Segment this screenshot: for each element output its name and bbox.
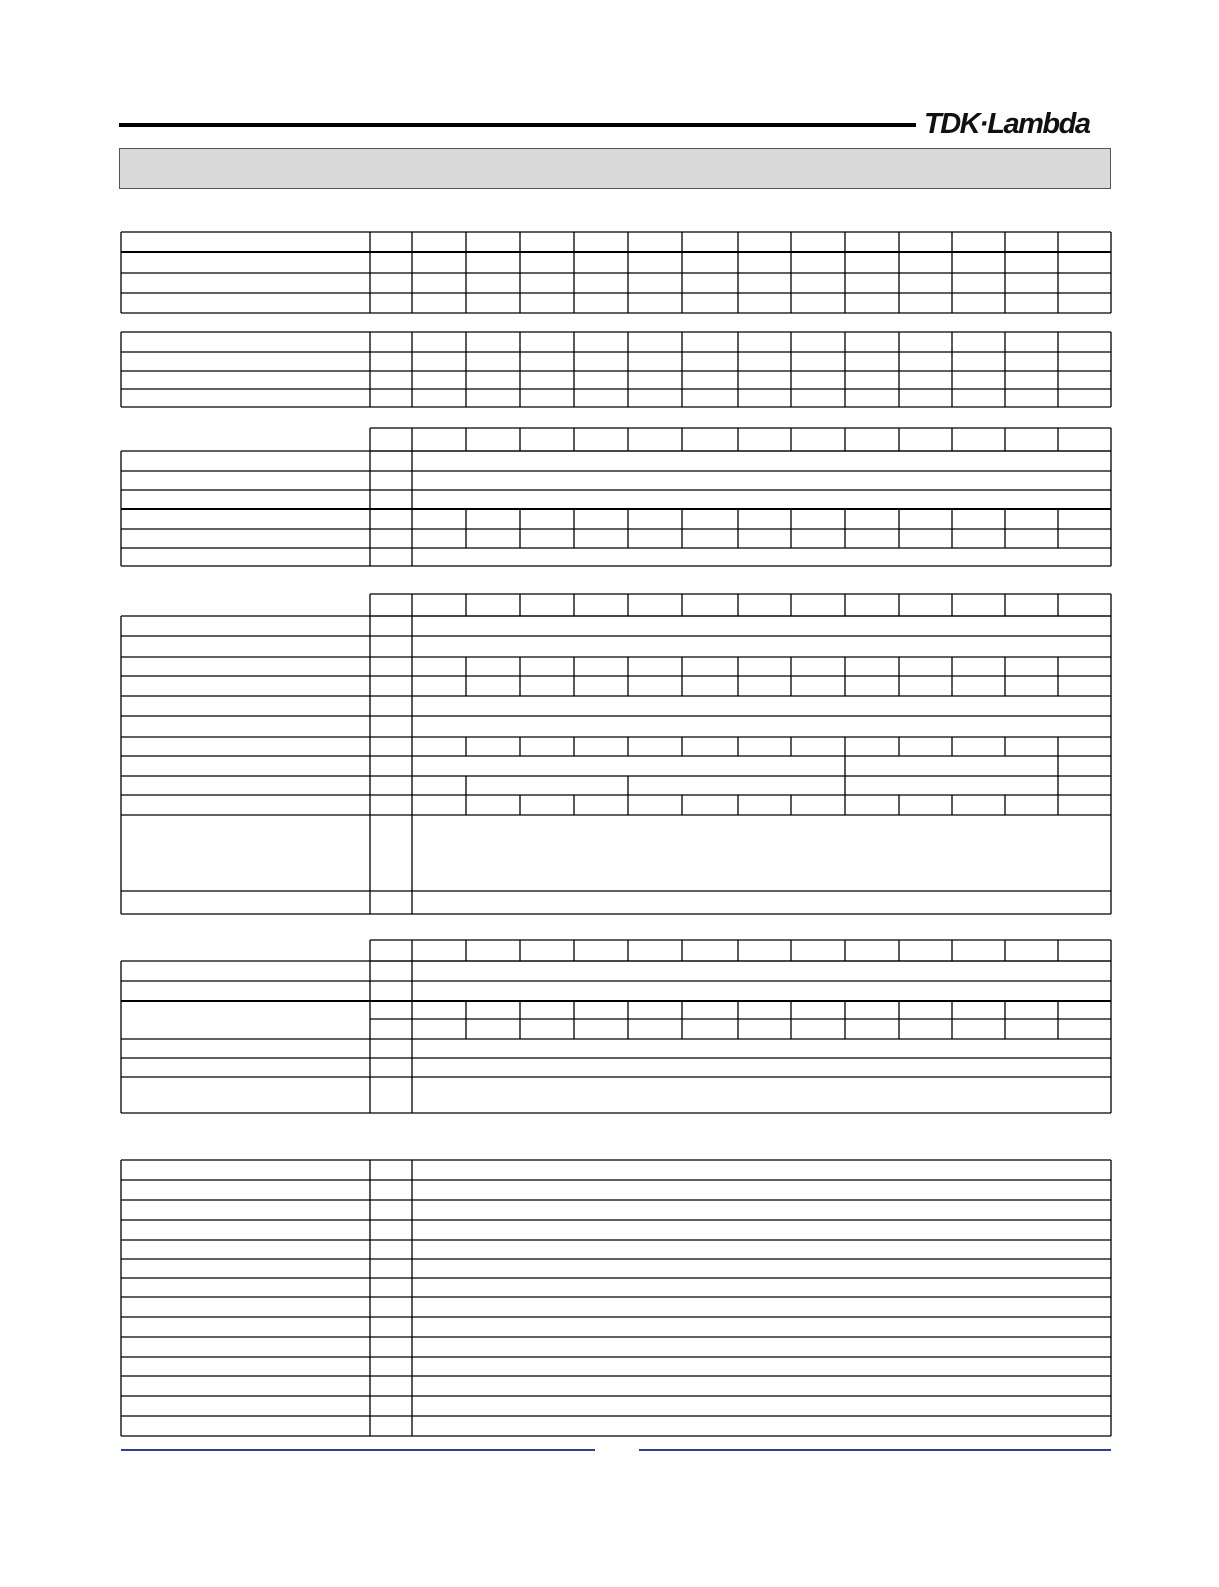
spec-table-4	[121, 594, 1111, 914]
footer-line-right	[639, 1449, 1111, 1451]
spec-table-6	[121, 1160, 1111, 1436]
spec-table-2	[121, 332, 1111, 407]
spec-table-1	[121, 232, 1111, 313]
logo-text: TDK·Lambda	[924, 108, 1090, 140]
spec-table-3	[121, 428, 1111, 566]
footer-line-left	[121, 1449, 595, 1451]
spec-table-5	[121, 940, 1111, 1113]
